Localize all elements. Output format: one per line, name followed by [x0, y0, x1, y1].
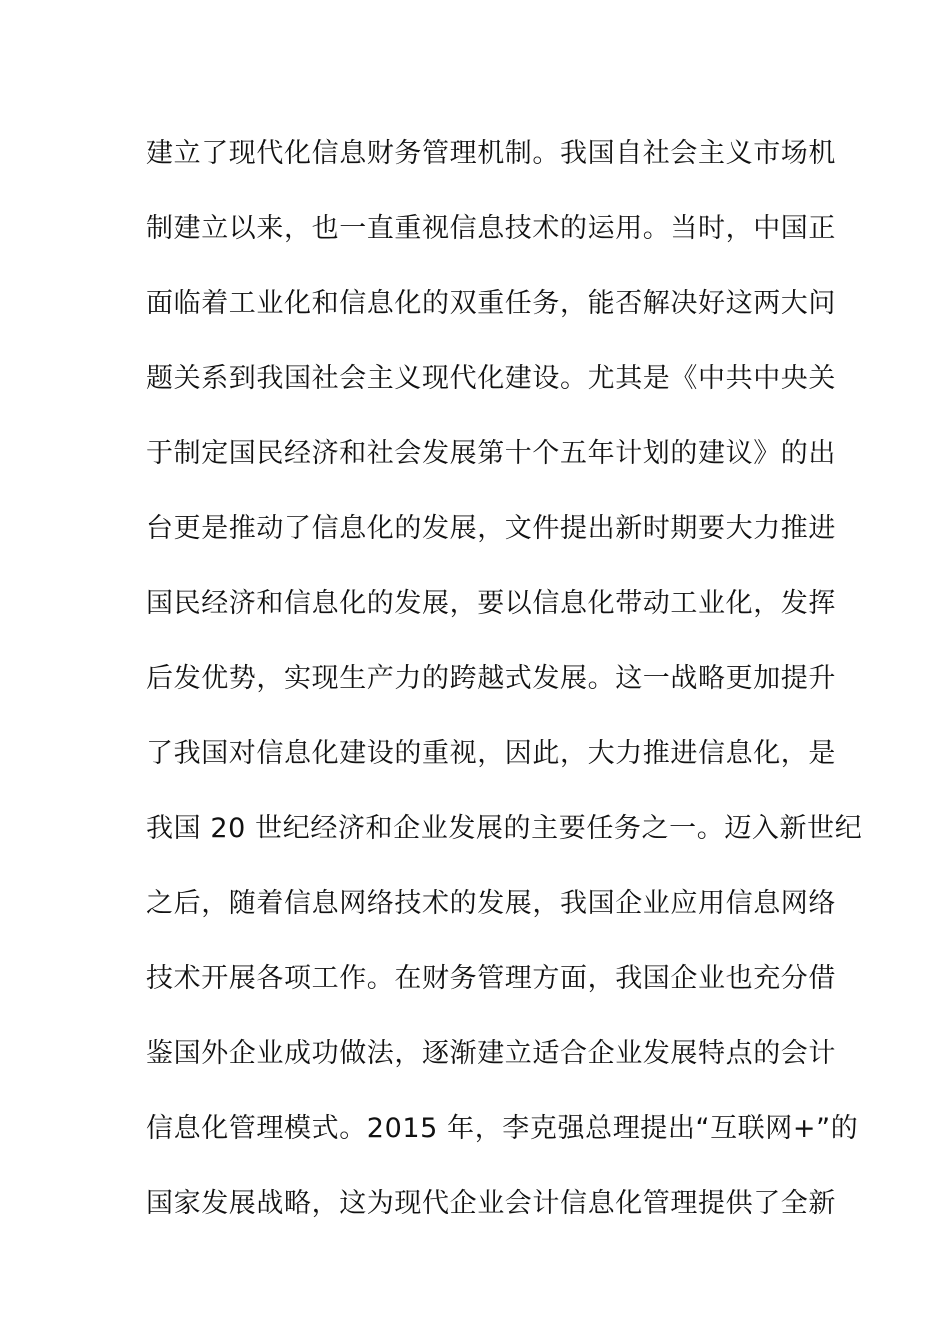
text-line-13: 鉴国外企业成功做法，逐渐建立适合企业发展特点的会计 [146, 1038, 836, 1069]
text-line-10: 我国 20 世纪经济和企业发展的主要任务之一。迈入新世纪 [146, 813, 863, 844]
text-line-1: 建立了现代化信息财务管理机制。我国自社会主义市场机 [146, 138, 836, 169]
text-line-2: 制建立以来，也一直重视信息技术的运用。当时，中国正 [146, 213, 836, 244]
text-line-5: 于制定国民经济和社会发展第十个五年计划的建议》的出 [146, 438, 836, 469]
text-line-6: 台更是推动了信息化的发展，文件提出新时期要大力推进 [146, 513, 836, 544]
text-line-12: 技术开展各项工作。在财务管理方面，我国企业也充分借 [146, 963, 836, 994]
text-line-15: 国家发展战略，这为现代企业会计信息化管理提供了全新 [146, 1188, 836, 1219]
text-line-14: 信息化管理模式。2015 年，李克强总理提出“互联网+”的 [146, 1113, 859, 1144]
text-line-3: 面临着工业化和信息化的双重任务，能否解决好这两大问 [146, 288, 836, 319]
text-line-11: 之后，随着信息网络技术的发展，我国企业应用信息网络 [146, 888, 836, 919]
text-line-4: 题关系到我国社会主义现代化建设。尤其是《中共中央关 [146, 363, 836, 394]
body-paragraph [146, 128, 863, 1253]
text-line-8: 后发优势，实现生产力的跨越式发展。这一战略更加提升 [146, 663, 836, 694]
text-line-7: 国民经济和信息化的发展，要以信息化带动工业化，发挥 [146, 588, 836, 619]
text-line-9: 了我国对信息化建设的重视，因此，大力推进信息化，是 [146, 738, 836, 769]
